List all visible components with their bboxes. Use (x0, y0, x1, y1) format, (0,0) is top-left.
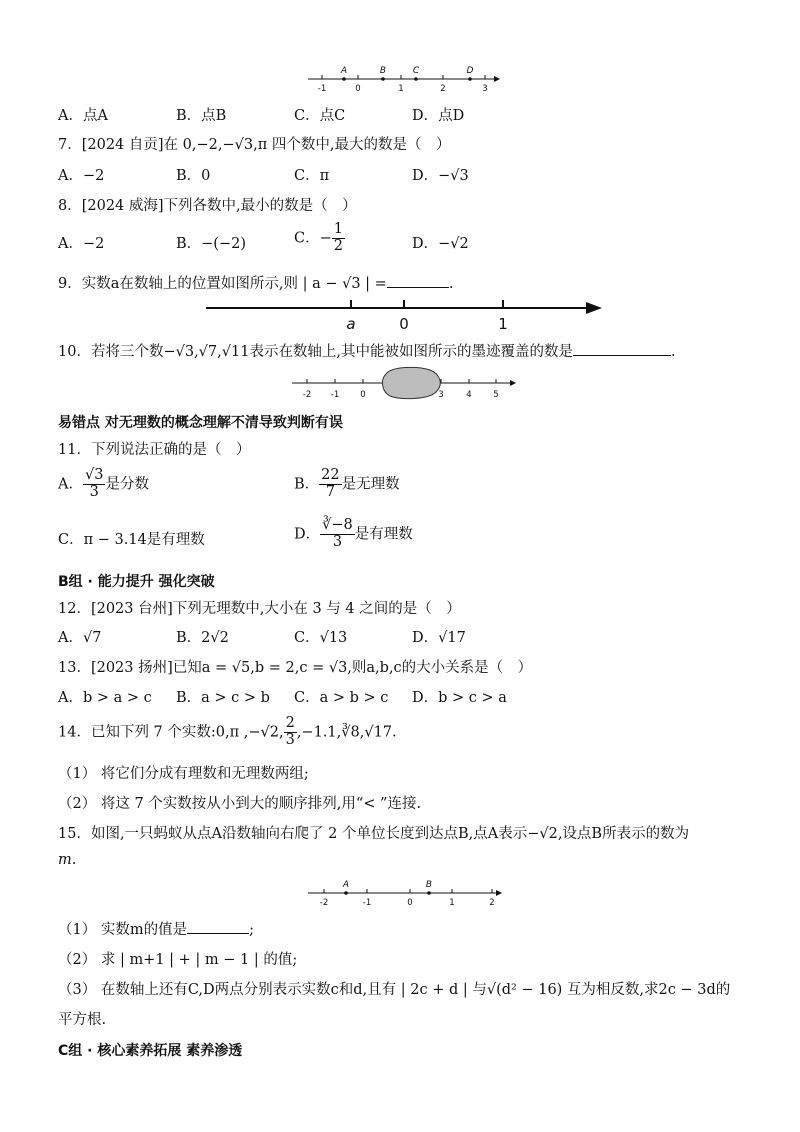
axis-label-a: a (346, 315, 356, 333)
section-heading-c: C组 · 核心素养拓展 素养渗透 (58, 1043, 243, 1059)
question-11-stem: 11．下列说法正确的是（ ） (58, 442, 251, 458)
part-text: （1） 实数m的值是 (58, 922, 188, 938)
question-15-part-3: （3） 在数轴上还有C,D两点分别表示实数c和d,且有 | 2c + d | 与√(d² − 16) 互为相反数,求2c − 3d的 (58, 982, 731, 998)
stem-text: ,−1.1,∛8,√17. (296, 724, 397, 741)
stem-end: . (448, 276, 454, 292)
fraction-denominator: 2 (333, 237, 343, 254)
option-c-prefix: C．− (294, 230, 332, 247)
question-15-part-3-cont: 平方根. (58, 1012, 107, 1028)
fraction-numerator: 22 (321, 467, 340, 483)
answer-blank[interactable] (573, 341, 671, 356)
part-end: ; (249, 922, 254, 938)
point-label: C (412, 66, 420, 76)
fraction-denominator: 3 (332, 533, 343, 550)
question-10-stem (58, 340, 676, 361)
option-prefix: B． (294, 476, 320, 493)
fraction-denominator: 7 (325, 483, 335, 500)
fraction (284, 716, 297, 749)
question-13-stem: 13．[2023 扬州]已知a = √5,b = 2,c = √3,则a,b,c的大小关系是（ ） (58, 660, 533, 676)
section-heading-error: 易错点 对无理数的概念理解不清导致判断有误 (58, 415, 343, 431)
question-15-number-line (304, 876, 504, 910)
section-heading-b: B组 · 能力提升 强化突破 (58, 574, 215, 590)
question-15-stem-cont: m. (58, 852, 77, 868)
stem-text: 14．已知下列 7 个实数:0,π ,−√2, (58, 724, 284, 741)
option-suffix: 是有理数 (354, 526, 413, 543)
tick-label: 0 (355, 84, 361, 94)
question-14-stem (58, 716, 397, 749)
stem-text: 10．若将三个数−√3,√7,√11表示在数轴上,其中能被如图所示的墨迹覆盖的数是 (58, 344, 574, 360)
point-label: B (425, 880, 433, 890)
option-a: A．√7 (58, 630, 102, 646)
option-c: C．√13 (294, 630, 348, 646)
option-d (294, 518, 413, 551)
question-15-stem: 15．如图,一只蚂蚁从点A沿数轴向右爬了 2 个单位长度到达点B,点A表示−√2,设点B所表示的数为 (58, 826, 690, 842)
answer-blank[interactable] (187, 919, 249, 934)
option-b: B．a > c > b (176, 690, 270, 706)
point-label: D (466, 66, 474, 76)
option-d: D．√17 (412, 630, 466, 646)
tick-label: 2 (440, 84, 446, 94)
question-7-stem: 7．[2024 自贡]在 0,−2,−√3,π 四个数中,最大的数是（ ） (58, 137, 451, 153)
option-d: D．b > c > a (412, 690, 507, 706)
option-b: B．0 (176, 168, 211, 184)
question-15-part-2: （2） 求 | m+1 | + | m − 1 | 的值; (58, 952, 298, 968)
tick-label: 5 (493, 390, 499, 400)
fraction-denominator: 3 (89, 483, 99, 500)
tick-label: 1 (449, 898, 455, 908)
top-number-line (300, 62, 500, 96)
option-a: A．−2 (58, 236, 105, 252)
question-10-number-line (288, 366, 518, 402)
option-c: C．π (294, 168, 330, 184)
tick-label: -2 (302, 390, 312, 400)
question-12-stem: 12．[2023 台州]下列无理数中,大小在 3 与 4 之间的是（ ） (58, 601, 461, 617)
tick-label: 1 (398, 84, 404, 94)
option-c: C．π − 3.14是有理数 (58, 532, 205, 548)
stem-text: 9．实数a在数轴上的位置如图所示,则 | a − √3 | = (58, 276, 387, 292)
tick-label: -1 (362, 898, 372, 908)
answer-blank[interactable] (387, 273, 449, 288)
option-suffix: 是分数 (105, 476, 149, 493)
point-label: A (340, 66, 348, 76)
option-c: C．点C (294, 108, 346, 124)
fraction (83, 468, 105, 501)
question-8-stem: 8．[2024 威海]下列各数中,最小的数是（ ） (58, 198, 357, 214)
fraction (319, 468, 341, 501)
point-label: B (379, 66, 387, 76)
option-prefix: D． (294, 526, 321, 543)
fraction-numerator: 1 (333, 221, 343, 237)
question-9-stem (58, 272, 453, 293)
tick-label: 3 (482, 84, 488, 94)
option-suffix: 是无理数 (341, 476, 400, 493)
fraction-numerator: ∛−8 (322, 517, 353, 533)
tick-label: 2 (489, 898, 495, 908)
tick-label: -1 (330, 390, 340, 400)
option-b: B．点B (176, 108, 227, 124)
tick-label: 0 (407, 898, 413, 908)
option-b (294, 468, 400, 501)
tick-label: 3 (438, 390, 444, 400)
fraction-numerator: √3 (84, 467, 104, 483)
point-label: A (342, 880, 350, 890)
option-c (294, 222, 345, 255)
fraction (332, 222, 345, 255)
question-9-number-line (200, 296, 605, 336)
option-b: B．2√2 (176, 630, 229, 646)
option-b: B．−(−2) (176, 236, 246, 252)
axis-label-0: 0 (399, 315, 409, 333)
option-a: A．−2 (58, 168, 105, 184)
stem-end: . (671, 344, 676, 360)
option-a (58, 468, 149, 501)
option-d: D．−√2 (412, 236, 469, 252)
fraction-denominator: 3 (285, 731, 295, 748)
question-14-part-1: （1） 将它们分成有理数和无理数两组; (58, 766, 309, 782)
question-15-part-1 (58, 918, 254, 939)
fraction (320, 518, 355, 551)
option-prefix: A． (58, 476, 83, 493)
option-a: A．b > a > c (58, 690, 152, 706)
tick-label: -1 (317, 84, 327, 94)
option-d: D．点D (412, 108, 465, 124)
tick-label: 4 (466, 390, 472, 400)
fraction-numerator: 2 (285, 715, 295, 731)
tick-label: 0 (360, 390, 366, 400)
option-c: C．a > b > c (294, 690, 389, 706)
axis-label-1: 1 (498, 315, 508, 333)
question-14-part-2: （2） 将这 7 个实数按从小到大的顺序排列,用“< ”连接. (58, 796, 422, 812)
ink-blot (383, 367, 444, 400)
tick-label: -2 (319, 898, 329, 908)
option-a: A．点A (58, 108, 108, 124)
option-d: D．−√3 (412, 168, 469, 184)
